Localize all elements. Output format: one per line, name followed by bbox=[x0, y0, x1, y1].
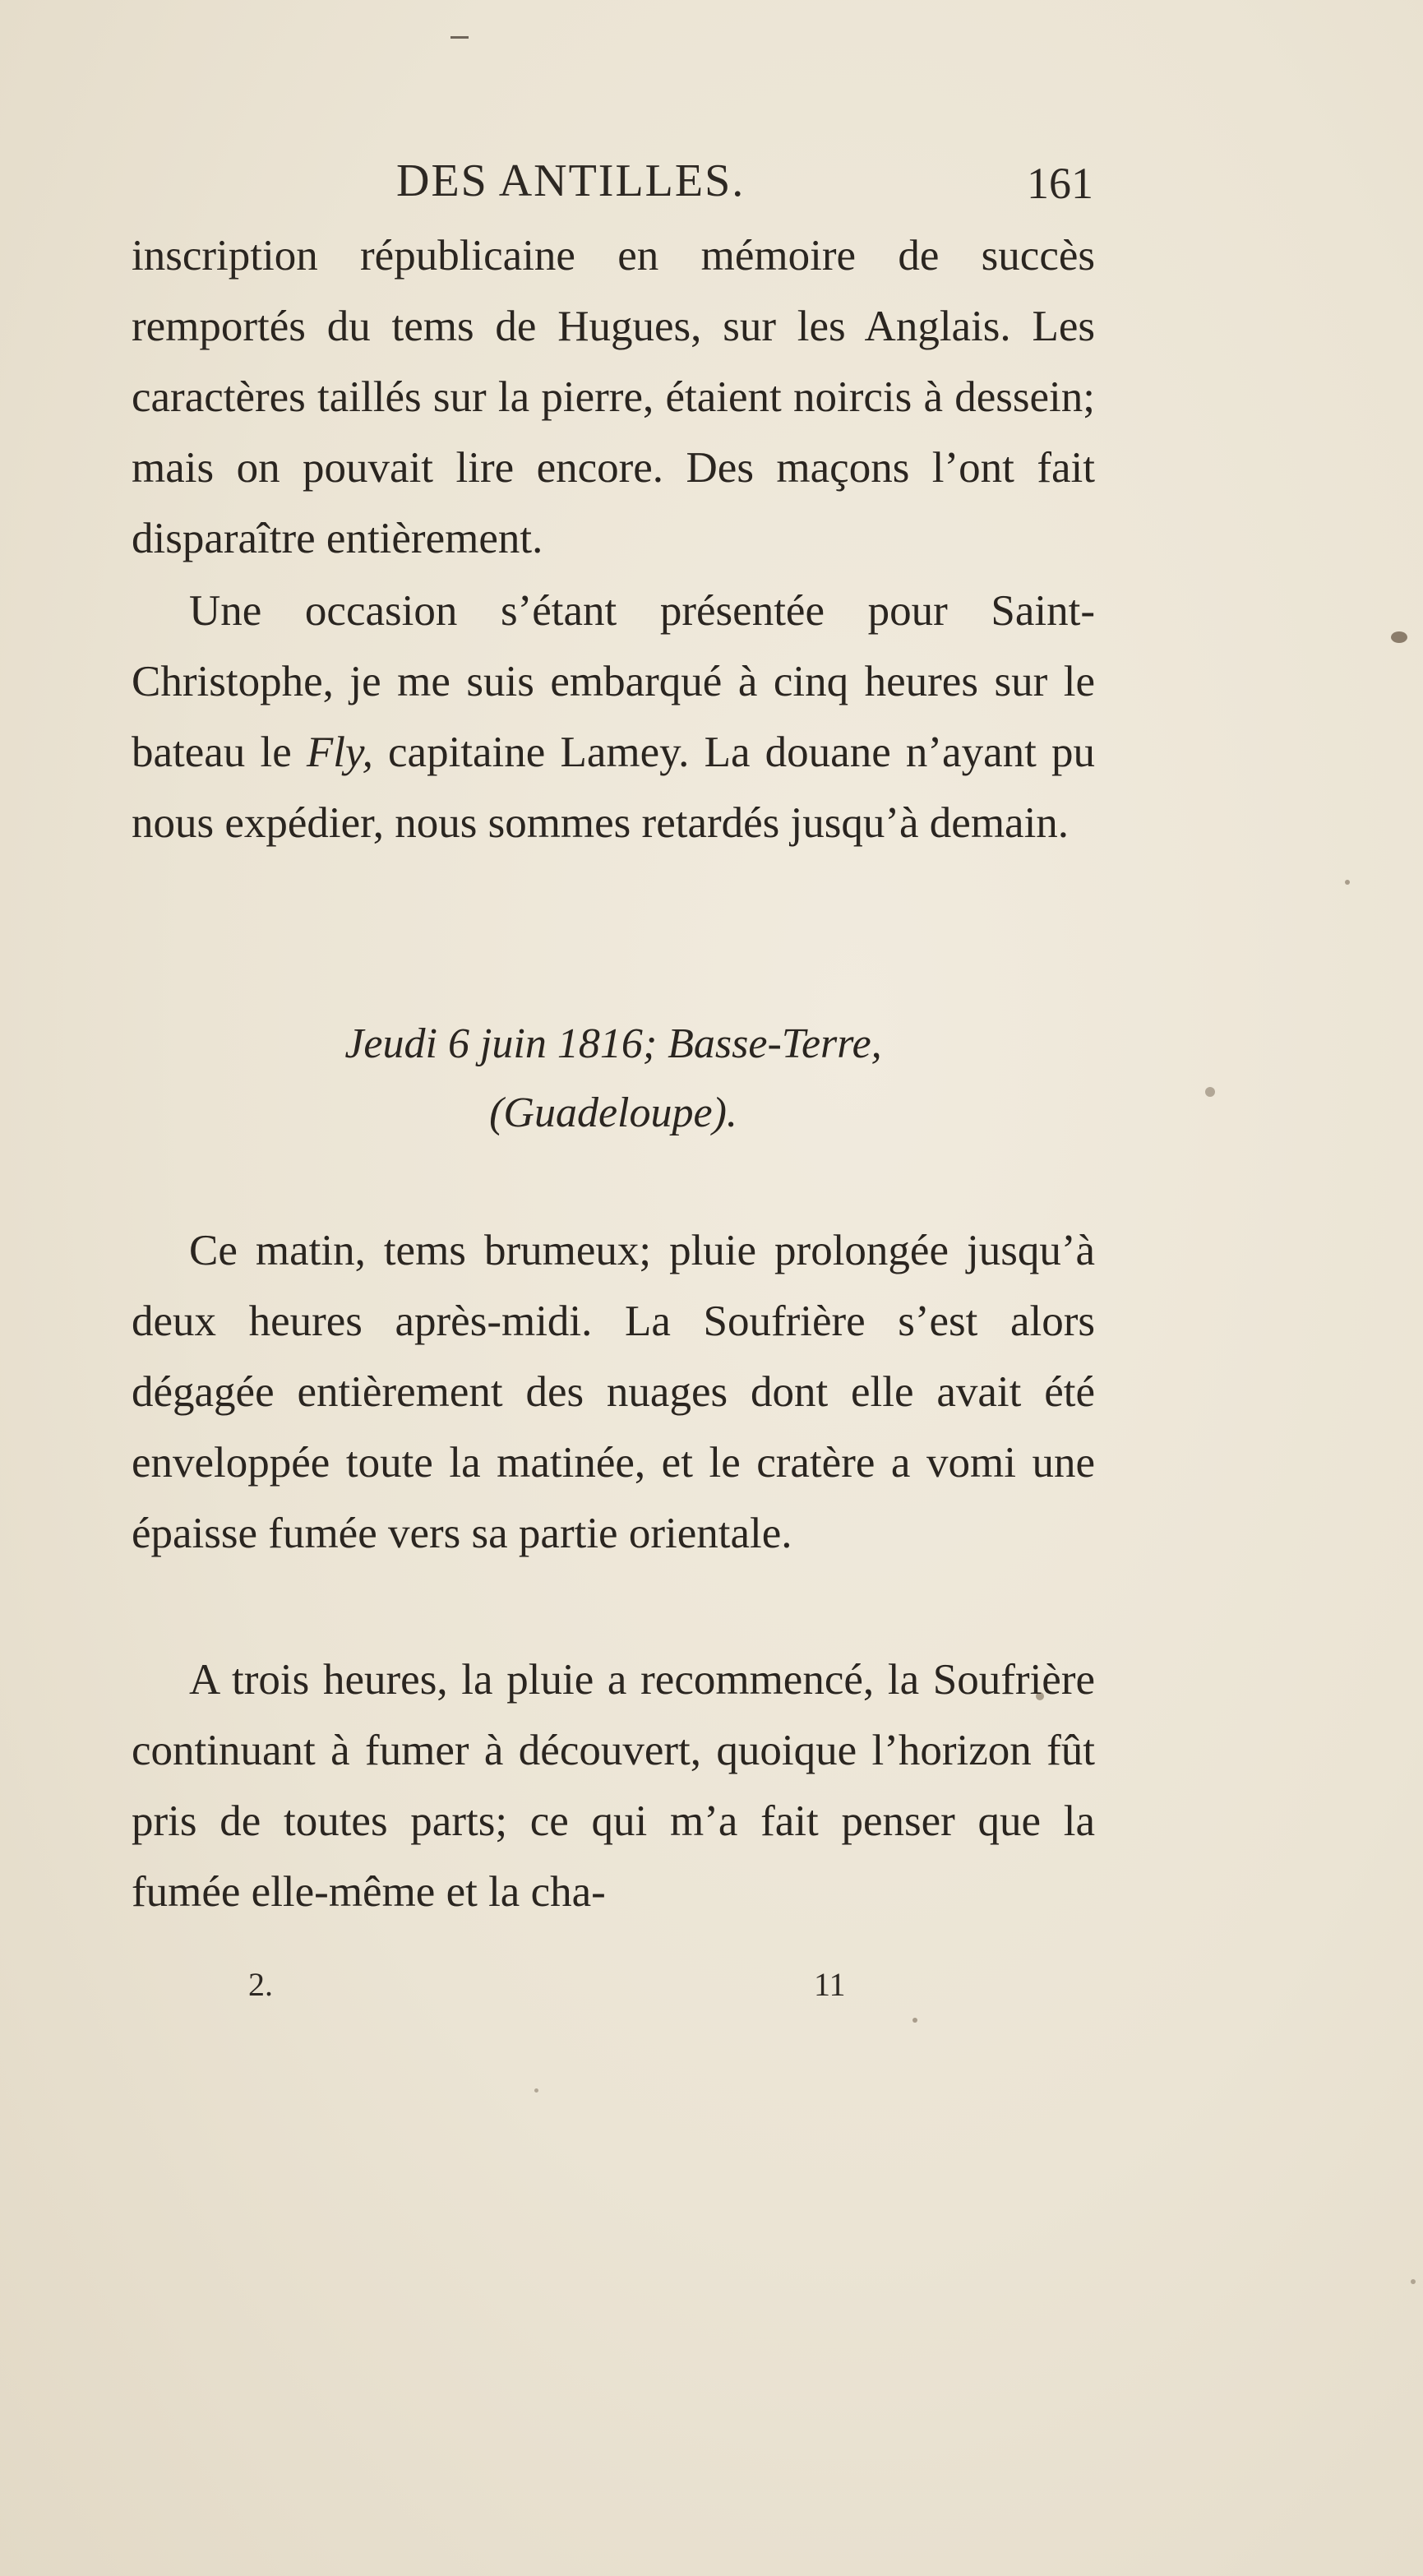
ship-name: Fly, bbox=[306, 728, 373, 776]
paragraph-text: Ce matin, tems brumeux; pluie prolongée jusqu’à deux heures après-midi. La Soufrière s’est alors dégagée entièrement des nuages dont elle avait été enveloppée toute la matinée, et le cratère a vomi une épaisse fumée vers sa partie orientale. bbox=[132, 1227, 1095, 1557]
date-heading-line-1: Jeudi 6 juin 1816; Basse-Terre, bbox=[344, 1020, 882, 1067]
paragraph-text: inscription républicaine en mémoire de succès remportés du tems de Hugues, sur les Anglais. Les caractères taillés sur la pierre, étaient noircis à dessein; mais on pouvait lire encore. Des maçons l’ont fait disparaître entièrement. bbox=[132, 232, 1095, 562]
page-header bbox=[132, 155, 1093, 212]
paper-speck bbox=[912, 2018, 917, 2023]
paragraph-text-part: Une occasion s’étant présentée pour Saint-Christophe, je me suis embarqué à cinq heures sur le bateau le bbox=[132, 587, 1095, 776]
paper-speck bbox=[534, 2088, 538, 2093]
paragraph-morning-weather bbox=[132, 1215, 1095, 1569]
paper-speck bbox=[1411, 2279, 1416, 2284]
paper-stain bbox=[1391, 631, 1407, 643]
sheet-number: 11 bbox=[814, 1966, 846, 2003]
paragraph-text: A trois heures, la pluie a recommencé, la Soufrière continuant à fumer à découvert, quoique l’horizon fût pris de toutes parts; ce qui m’a fait penser que la fumée elle-même et la cha- bbox=[132, 1656, 1095, 1916]
top-ink-mark bbox=[450, 36, 469, 39]
paragraph-text-part: capitaine Lamey. La douane n’ayant pu nous expédier, nous sommes retardés jusqu’à demain. bbox=[132, 728, 1095, 847]
paragraph-afternoon-rain bbox=[132, 1644, 1095, 1927]
paper-speck bbox=[1205, 1087, 1215, 1097]
running-title: DES ANTILLES. bbox=[396, 155, 746, 206]
paragraph-inscription bbox=[132, 220, 1095, 574]
date-heading-line-2: (Guadeloupe). bbox=[489, 1089, 737, 1136]
paper-speck bbox=[1345, 880, 1350, 885]
signature-mark: 2. bbox=[248, 1966, 273, 2003]
page-number: 161 bbox=[1027, 159, 1093, 208]
paragraph-embarkation bbox=[132, 576, 1095, 858]
page-footer bbox=[132, 1965, 1095, 2014]
date-heading bbox=[132, 1010, 1095, 1148]
